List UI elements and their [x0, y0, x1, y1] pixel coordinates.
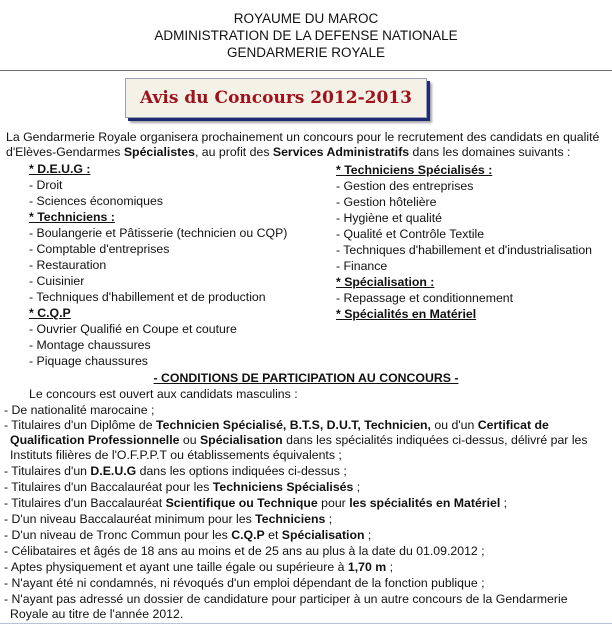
condition-item: - Célibataires et âgés de 18 ans au moins et de 25 ans au plus à la date du 01.09.2012 ;: [4, 544, 485, 558]
specialisation-heading: * Spécialisation :: [336, 275, 435, 289]
list-item: - Ouvrier Qualifié en Coupe et couture: [29, 322, 237, 336]
header-line-kingdom: ROYAUME DU MAROC: [233, 11, 379, 26]
list-item: - Boulangerie et Pâtisserie (technicien ou CQP): [29, 226, 288, 240]
condition-item: - Titulaires d'un D.E.U.G dans les options indiquées ci-dessus ;: [4, 464, 347, 478]
list-item: - Gestion des entreprises: [336, 179, 474, 193]
list-item: - Droit: [29, 178, 63, 192]
condition-item-continued: Royale au titre de l'année 2012.: [10, 607, 184, 621]
intro-line-1: La Gendarmerie Royale organisera prochainement un concours pour le recrutement des candidats en qualité: [6, 130, 600, 144]
condition-item: - N'ayant pas adressé un dossier de candidature pour participer à un autre concours de la Gendarmerie: [4, 592, 568, 606]
techniciens-heading: * Techniciens :: [29, 210, 115, 224]
header-divider: [0, 70, 612, 71]
condition-item: - Aptes physiquement et ayant une taille égale ou supérieure à 1,70 m ;: [4, 560, 393, 574]
condition-item: - Titulaires d'un Baccalauréat Scientifique ou Technique pour les spécialités en Matériel ;: [4, 496, 508, 510]
condition-item: - Titulaires d'un Diplôme de Technicien Spécialisé, B.T.S, D.U.T, Technicien, ou d'un Certificat de: [4, 418, 549, 432]
deug-heading: * D.E.U.G :: [29, 162, 91, 176]
list-item: - Finance: [336, 259, 388, 273]
list-item: - Repassage et conditionnement: [336, 291, 514, 305]
list-item: - Qualité et Contrôle Textile: [336, 227, 485, 241]
list-item: - Sciences économiques: [29, 194, 163, 208]
condition-item: - Titulaires d'un Baccalauréat pour les Techniciens Spécialisés ;: [4, 480, 361, 494]
list-item: - Restauration: [29, 258, 107, 272]
announcement-banner: [125, 78, 427, 118]
specialites-materiel-heading: * Spécialités en Matériel: [336, 307, 477, 321]
conditions-title: - CONDITIONS DE PARTICIPATION AU CONCOURS -: [153, 371, 459, 385]
condition-item: - N'ayant été ni condamnés, ni révoqués d'un emploi dépendant de la fonction publique ;: [4, 576, 485, 590]
condition-item: - D'un niveau de Tronc Commun pour les C.Q.P et Spécialisation ;: [4, 528, 372, 542]
list-item: - Montage chaussures: [29, 338, 151, 352]
list-item: - Comptable d'entreprises: [29, 242, 170, 256]
list-item: - Hygiène et qualité: [336, 211, 442, 225]
techniciens-specialises-heading: * Techniciens Spécialisés :: [336, 163, 493, 177]
header-line-gendarmerie: GENDARMERIE ROYALE: [226, 45, 386, 60]
banner-title: Avis du Concours 2012-2013: [140, 88, 412, 108]
header-line-administration: ADMINISTRATION DE LA DEFENSE NATIONALE: [154, 28, 458, 43]
list-item: - Techniques d'habillement et de production: [29, 290, 266, 304]
intro-line-2: d'Elèves-Gendarmes Spécialistes, au profit des Services Administratifs dans les domaines suivants :: [6, 145, 571, 159]
conditions-intro: Le concours est ouvert aux candidats masculins :: [29, 387, 298, 401]
condition-item: - D'un niveau Baccalauréat minimum pour les Techniciens ;: [4, 512, 333, 526]
list-item: - Piquage chaussures: [29, 354, 148, 368]
list-item: - Techniques d'habillement et d'industrialisation: [336, 243, 593, 257]
condition-item-continued: Instituts filières de l'O.F.P.P.T ou établissements équivalents ;: [10, 448, 342, 462]
cqp-heading: * C.Q.P: [29, 306, 71, 320]
list-item: - Gestion hôtelière: [336, 195, 437, 209]
list-item: - Cuisinier: [29, 274, 85, 288]
condition-item: - De nationalité marocaine ;: [4, 403, 155, 417]
page-bottom-border: [0, 623, 612, 624]
condition-item-continued: Qualification Professionnelle ou Spécialisation dans les spécialités indiquées ci-dessus, délivré par les: [10, 433, 588, 447]
